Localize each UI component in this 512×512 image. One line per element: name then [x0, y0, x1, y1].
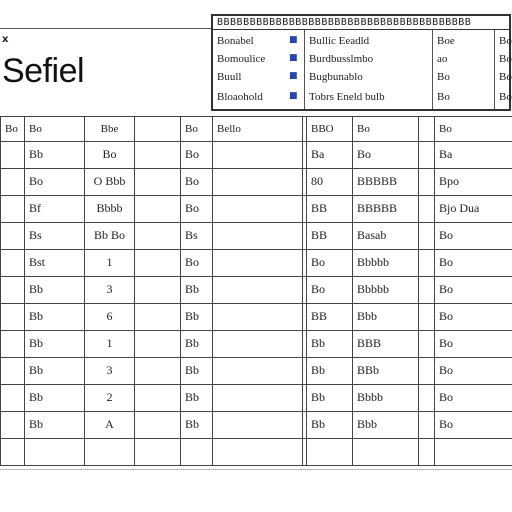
- grid-cell[interactable]: 1: [85, 330, 135, 357]
- header-cell: Bo: [437, 71, 450, 83]
- grid-cell[interactable]: Bb: [307, 357, 353, 384]
- table-row: [1, 330, 512, 357]
- table-row: [1, 384, 512, 411]
- grid-cell[interactable]: BBBBB: [353, 168, 419, 195]
- table-row: [1, 357, 512, 384]
- header-col-2: [305, 30, 433, 109]
- grid-cell[interactable]: Bb: [25, 411, 85, 438]
- grid-cell[interactable]: Bo: [181, 168, 213, 195]
- grid-cell[interactable]: [85, 438, 135, 465]
- grid-cell[interactable]: [213, 168, 303, 195]
- grid-cell[interactable]: [353, 438, 419, 465]
- grid-cell[interactable]: 6: [85, 303, 135, 330]
- header-col-1: [213, 30, 305, 109]
- grid-cell[interactable]: BBBBB: [353, 195, 419, 222]
- grid-cell[interactable]: [135, 249, 181, 276]
- table-row: [1, 168, 512, 195]
- app-title: Sefiel: [2, 52, 85, 90]
- grid-cell[interactable]: Bo: [307, 276, 353, 303]
- header-cell: ao: [437, 53, 448, 65]
- grid-cell[interactable]: Bs: [25, 222, 85, 249]
- grid-cell[interactable]: [419, 384, 435, 411]
- grid-cell[interactable]: Bo: [181, 117, 213, 142]
- grid-cell[interactable]: 1: [85, 249, 135, 276]
- grid-cell[interactable]: Bo: [181, 249, 213, 276]
- grid-cell[interactable]: [1, 303, 25, 330]
- grid-cell[interactable]: [135, 384, 181, 411]
- square-icon: ■: [289, 71, 298, 81]
- grid-cell[interactable]: Bo: [435, 249, 512, 276]
- grid-cell[interactable]: [419, 168, 435, 195]
- grid-cell[interactable]: [419, 117, 435, 142]
- grid-cell[interactable]: [419, 330, 435, 357]
- title-divider: [0, 28, 212, 29]
- grid-cell[interactable]: Bo: [353, 117, 419, 142]
- grid-cell[interactable]: [213, 357, 303, 384]
- grid-cell[interactable]: [135, 303, 181, 330]
- header-row: [1, 117, 512, 142]
- grid-cell[interactable]: [135, 195, 181, 222]
- grid-cell[interactable]: BBb: [353, 357, 419, 384]
- grid-cell[interactable]: Bb: [181, 411, 213, 438]
- grid-cell[interactable]: [135, 141, 181, 168]
- grid-cell[interactable]: Bbe: [85, 117, 135, 142]
- grid-cell[interactable]: Bst: [25, 249, 85, 276]
- grid-cell[interactable]: [213, 276, 303, 303]
- grid-cell[interactable]: Bb: [307, 384, 353, 411]
- grid-cell[interactable]: Bo: [435, 330, 512, 357]
- grid-cell[interactable]: [135, 117, 181, 142]
- grid-cell[interactable]: [419, 141, 435, 168]
- grid-cell[interactable]: [419, 438, 435, 465]
- grid-cell[interactable]: Bb Bo: [85, 222, 135, 249]
- header-cell: Bugbunablo: [309, 71, 363, 83]
- header-grid: [213, 30, 512, 109]
- table-row: [1, 222, 512, 249]
- grid-cell[interactable]: [1, 249, 25, 276]
- table-row: [1, 303, 512, 330]
- grid-cell[interactable]: BB: [307, 222, 353, 249]
- grid-cell[interactable]: [419, 411, 435, 438]
- grid-cell[interactable]: Bo: [353, 141, 419, 168]
- grid-cell[interactable]: 2: [85, 384, 135, 411]
- square-icon: ■: [289, 53, 298, 63]
- grid-cell[interactable]: Bb: [307, 411, 353, 438]
- grid-cell[interactable]: Bb: [25, 141, 85, 168]
- grid-cell[interactable]: Bb: [181, 303, 213, 330]
- square-icon: ■: [289, 35, 298, 45]
- grid-cell[interactable]: [25, 438, 85, 465]
- grid-cell[interactable]: [1, 276, 25, 303]
- grid-cell[interactable]: Bpo: [435, 168, 512, 195]
- header-cell: Boe: [437, 35, 455, 47]
- grid-cell[interactable]: [1, 222, 25, 249]
- table-row: [1, 411, 512, 438]
- header-cell: Bo: [499, 35, 512, 47]
- header-cell: Bullic Eeadld: [309, 35, 370, 47]
- grid-cell[interactable]: Bb: [181, 330, 213, 357]
- grid-cell[interactable]: [135, 330, 181, 357]
- grid-cell[interactable]: [213, 222, 303, 249]
- grid-cell[interactable]: [1, 438, 25, 465]
- header-col-3: [433, 30, 495, 109]
- grid-cell[interactable]: Bo: [25, 117, 85, 142]
- grid-cell[interactable]: Bo: [307, 249, 353, 276]
- spreadsheet-grid: [0, 116, 512, 466]
- header-cell: Burdbusslmbo: [309, 53, 374, 65]
- grid-cell[interactable]: [213, 195, 303, 222]
- header-cell: Tobrs Eneld bulb: [309, 91, 385, 103]
- grid-cell[interactable]: [1, 141, 25, 168]
- grid-cell[interactable]: Bbbbb: [353, 276, 419, 303]
- grid-cell[interactable]: [135, 357, 181, 384]
- grid-cell[interactable]: Ba: [307, 141, 353, 168]
- header-cell: Bonabel: [217, 35, 254, 47]
- grid-cell[interactable]: 80: [307, 168, 353, 195]
- header-cell: Bo: [437, 91, 450, 103]
- grid-cell[interactable]: [135, 438, 181, 465]
- grid-cell[interactable]: BBB: [353, 330, 419, 357]
- grid-cell[interactable]: Bo: [435, 222, 512, 249]
- grid-cell[interactable]: [213, 384, 303, 411]
- grid-cell[interactable]: Bo: [435, 303, 512, 330]
- grid-cell[interactable]: [1, 330, 25, 357]
- grid-cell[interactable]: Bb: [25, 303, 85, 330]
- header-cell: Bo: [499, 91, 512, 103]
- grid-cell[interactable]: [1, 195, 25, 222]
- grid-cell[interactable]: [307, 438, 353, 465]
- grid-cell[interactable]: Bo: [181, 141, 213, 168]
- grid-cell[interactable]: 3: [85, 276, 135, 303]
- grid-cell[interactable]: [1, 411, 25, 438]
- grid-cell[interactable]: [419, 222, 435, 249]
- grid-cell[interactable]: [435, 438, 512, 465]
- table-row: [1, 141, 512, 168]
- grid-cell[interactable]: [213, 438, 303, 465]
- table-row: [1, 249, 512, 276]
- grid-cell[interactable]: Bb: [307, 330, 353, 357]
- grid-cell[interactable]: Bo: [25, 168, 85, 195]
- grid-cell[interactable]: A: [85, 411, 135, 438]
- header-cell: Bo: [499, 53, 512, 65]
- grid-cell[interactable]: [213, 330, 303, 357]
- header-band: BBBBBBBBBBBBBBBBBBBBBBBBBBBBBBBBBBBBBBB: [213, 16, 509, 30]
- grid-cell[interactable]: [419, 195, 435, 222]
- grid-cell[interactable]: Bbbb: [85, 195, 135, 222]
- corner-mark: x: [2, 34, 9, 45]
- grid-cell[interactable]: BBO: [307, 117, 353, 142]
- grid-cell[interactable]: [213, 303, 303, 330]
- grid-cell[interactable]: Bb: [25, 357, 85, 384]
- grid-cell[interactable]: Basab: [353, 222, 419, 249]
- grid-cell[interactable]: Bb: [25, 384, 85, 411]
- grid-cell[interactable]: Bb: [25, 330, 85, 357]
- grid-cell[interactable]: Bb: [25, 276, 85, 303]
- grid-cell[interactable]: [1, 357, 25, 384]
- grid-cell[interactable]: Bf: [25, 195, 85, 222]
- grid-cell[interactable]: [419, 357, 435, 384]
- grid-cell[interactable]: Bs: [181, 222, 213, 249]
- grid-cell[interactable]: Bbbbb: [353, 249, 419, 276]
- grid-cell[interactable]: Bo: [181, 195, 213, 222]
- grid-cell[interactable]: 3: [85, 357, 135, 384]
- grid-cell[interactable]: BB: [307, 195, 353, 222]
- grid-cell[interactable]: Bb: [181, 357, 213, 384]
- grid-cell[interactable]: Bo: [435, 357, 512, 384]
- header-cell: Bloaohold: [217, 91, 263, 103]
- grid-cell[interactable]: [419, 276, 435, 303]
- header-cell: Bo: [499, 71, 512, 83]
- grid-cell[interactable]: BB: [307, 303, 353, 330]
- grid-cell[interactable]: Bello: [213, 117, 303, 142]
- grid-cell[interactable]: Bo: [435, 411, 512, 438]
- bottom-divider: [0, 469, 512, 470]
- grid-cell[interactable]: Bo: [1, 117, 25, 142]
- square-icon: ■: [289, 91, 298, 101]
- grid-cell[interactable]: [213, 249, 303, 276]
- grid-cell[interactable]: O Bbb: [85, 168, 135, 195]
- grid-cell[interactable]: [135, 276, 181, 303]
- grid-cell[interactable]: Ba: [435, 141, 512, 168]
- grid-cell[interactable]: Bb: [181, 384, 213, 411]
- table-row: [1, 195, 512, 222]
- table-row: [1, 438, 512, 465]
- grid-cell[interactable]: [419, 249, 435, 276]
- header-col-4: [495, 30, 511, 109]
- header-panel: [211, 14, 511, 111]
- grid-cell[interactable]: Bbb: [353, 303, 419, 330]
- header-cell: Buull: [217, 71, 242, 83]
- grid-cell[interactable]: Bbbb: [353, 384, 419, 411]
- grid-cell[interactable]: [1, 168, 25, 195]
- grid-cell[interactable]: Bo: [85, 141, 135, 168]
- grid-cell[interactable]: Bo: [435, 276, 512, 303]
- grid-cell[interactable]: [1, 384, 25, 411]
- header-cell: Bomoulice: [217, 53, 266, 65]
- grid-cell[interactable]: [419, 303, 435, 330]
- grid-cell[interactable]: Bo: [435, 117, 512, 142]
- grid-cell[interactable]: Bb: [181, 276, 213, 303]
- grid-cell[interactable]: [135, 222, 181, 249]
- grid-cell[interactable]: Bjo Dua: [435, 195, 512, 222]
- grid-cell[interactable]: [213, 411, 303, 438]
- grid-cell[interactable]: [181, 438, 213, 465]
- grid-cell[interactable]: Bbb: [353, 411, 419, 438]
- grid-cell[interactable]: [135, 168, 181, 195]
- grid-cell[interactable]: Bo: [435, 384, 512, 411]
- grid-cell[interactable]: [135, 411, 181, 438]
- grid-cell[interactable]: [213, 141, 303, 168]
- table-row: [1, 276, 512, 303]
